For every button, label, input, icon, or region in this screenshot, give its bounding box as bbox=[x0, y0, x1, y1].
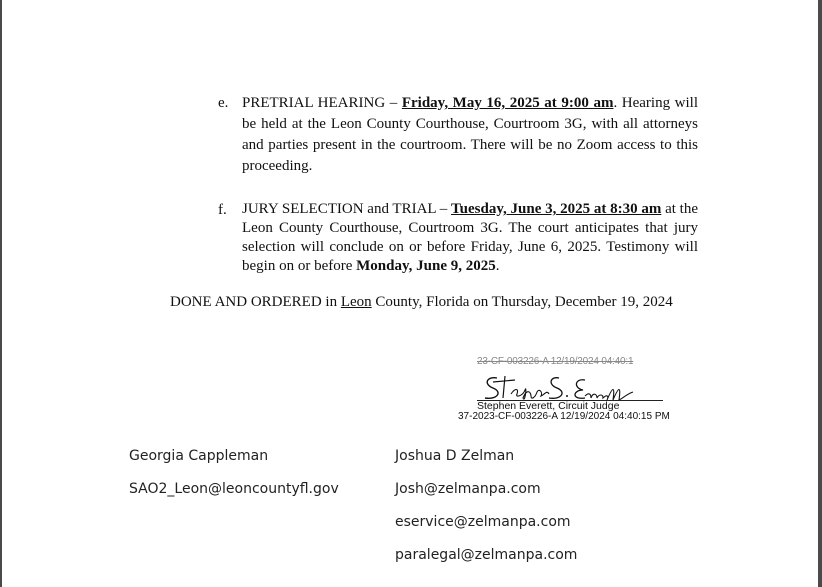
item-intro: PRETRIAL HEARING – bbox=[242, 95, 402, 111]
signature-case-stamp: 23-CF-003226-A 12/19/2024 04:40:1 bbox=[477, 356, 634, 367]
contact-left-name: Georgia Cappleman bbox=[129, 448, 269, 464]
contact-right-email[interactable]: Josh@zelmanpa.com bbox=[395, 481, 541, 497]
item-letter: f. bbox=[218, 202, 227, 218]
page-edge-left bbox=[0, 0, 2, 587]
done-and-ordered bbox=[122, 292, 682, 313]
signature-block bbox=[455, 354, 695, 428]
page-edge-right bbox=[818, 0, 822, 587]
signature-case-footer: 37-2023-CF-003226-A 12/19/2024 04:40:15 PM bbox=[458, 411, 670, 422]
item-letter: e. bbox=[218, 95, 229, 111]
item-rest: . Hearing will be held at the Leon County Courthouse, Courtroom 3G, with all attorneys and parties present in the courtroom. There will be no Zoom access to this proceeding. bbox=[242, 95, 698, 174]
contact-right-email[interactable]: eservice@zelmanpa.com bbox=[395, 514, 571, 530]
trial-date: Tuesday, June 3, 2025 at 8:30 am bbox=[451, 201, 662, 217]
contact-right-name: Joshua D Zelman bbox=[395, 448, 515, 464]
item-end: . bbox=[495, 258, 500, 274]
contact-left-email[interactable]: SAO2_Leon@leoncountyfl.gov bbox=[129, 481, 339, 497]
contact-right-email[interactable]: paralegal@zelmanpa.com bbox=[395, 547, 578, 563]
done-prefix: DONE AND ORDERED in bbox=[170, 294, 341, 310]
judge-name: Stephen Everett, Circuit Judge bbox=[477, 400, 620, 412]
done-county: Leon bbox=[340, 294, 372, 310]
testimony-date: Monday, June 9, 2025 bbox=[356, 258, 496, 274]
handwritten-signature bbox=[475, 368, 665, 404]
pretrial-date: Friday, May 16, 2025 at 9:00 am bbox=[401, 95, 614, 111]
done-suffix: County, Florida on Thursday, December 19, 2024 bbox=[371, 294, 673, 310]
item-rest: at the Leon County Courthouse, Courtroom 3G. The court anticipates that jury selection will conclude on or before Friday, June 6, 2025. Testimony will begin on or before bbox=[242, 201, 698, 274]
item-body bbox=[242, 200, 698, 276]
item-intro: JURY SELECTION and TRIAL – bbox=[242, 201, 452, 217]
item-body bbox=[242, 93, 698, 177]
